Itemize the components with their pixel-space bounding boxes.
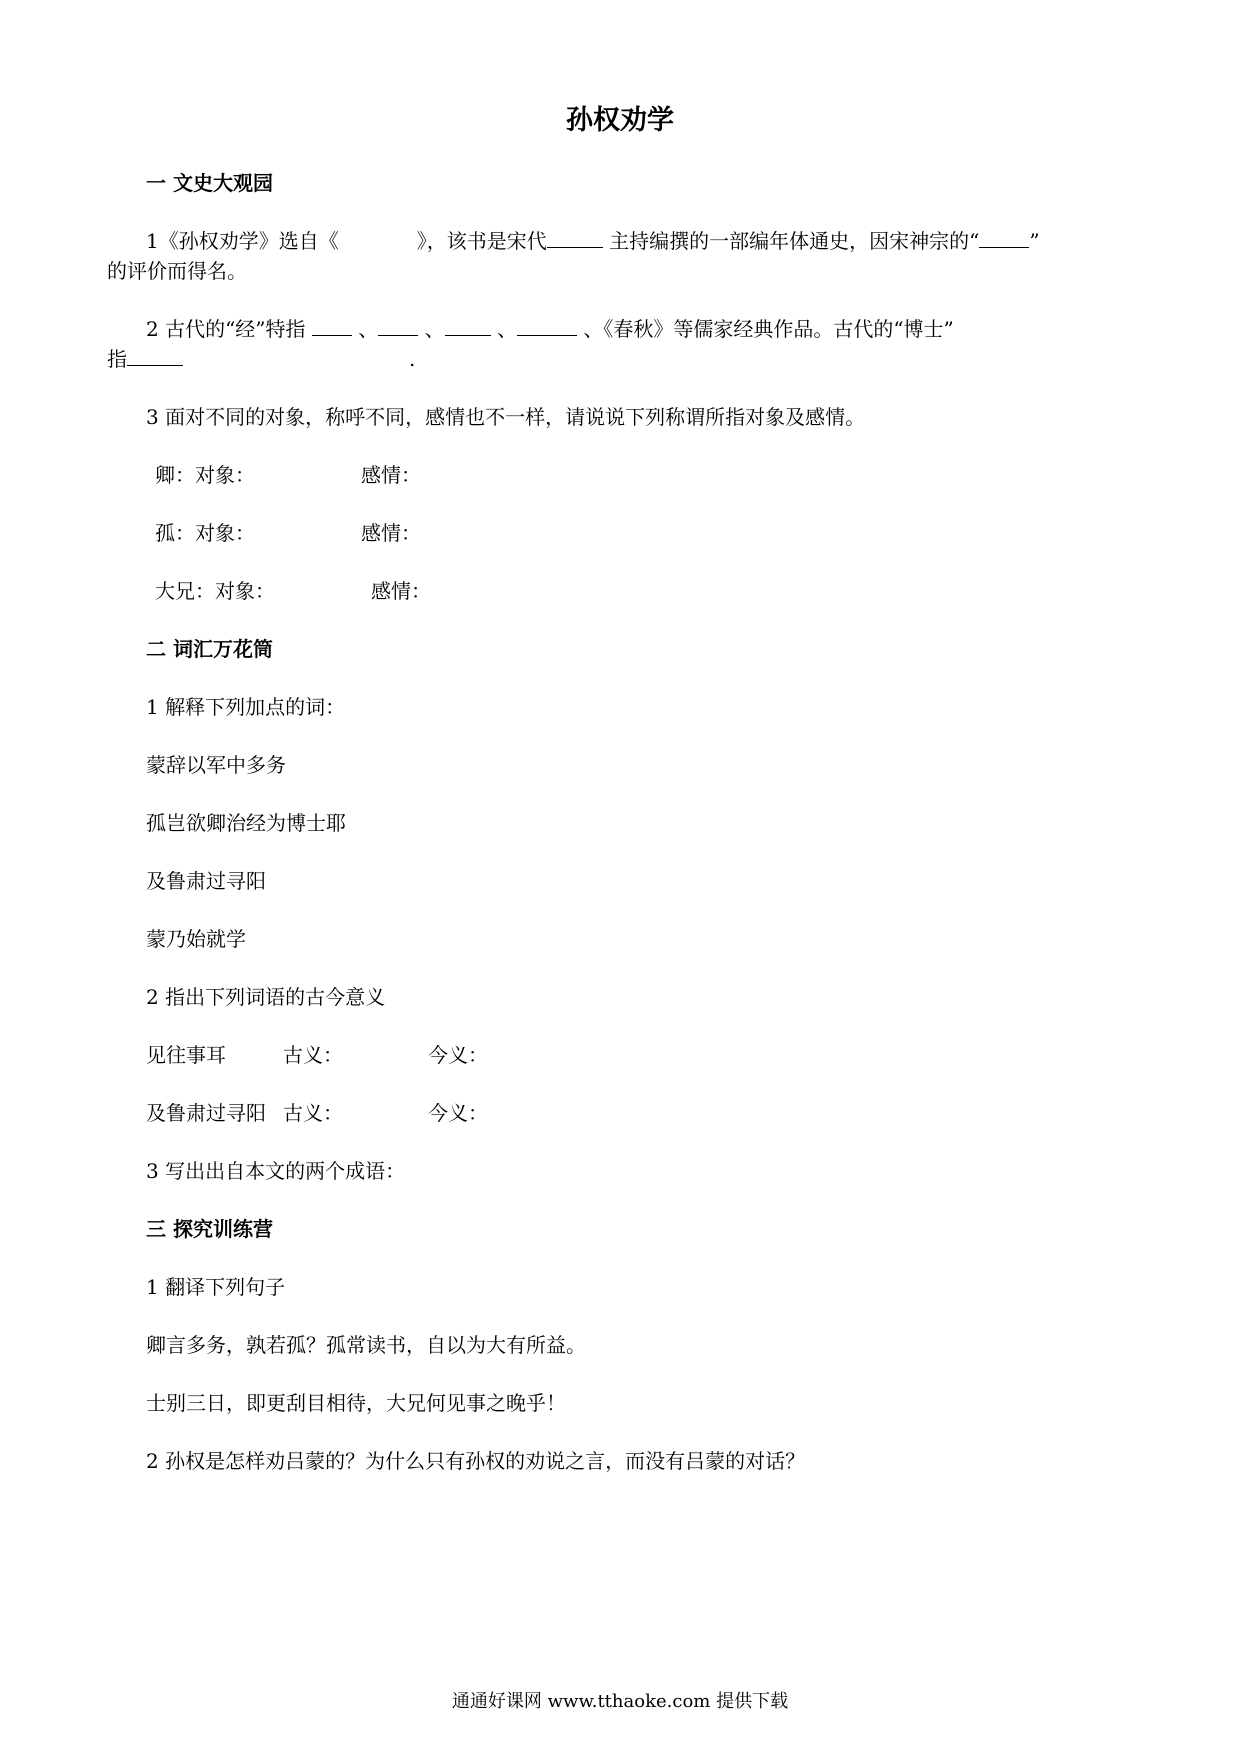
- address-term-2: 孤：对象：: [155, 521, 255, 545]
- answer-blank[interactable]: [517, 317, 577, 336]
- section-heading-2: 二 词汇万花筒: [146, 637, 273, 661]
- question-2-1: 1 解释下列加点的词：: [146, 695, 346, 719]
- modern-meaning-label: 今义：: [428, 1101, 488, 1125]
- answer-blank[interactable]: [378, 317, 418, 336]
- page-title: 孙权劝学: [566, 105, 674, 136]
- sentence-item: 士别三日，即更刮目相待，大兄何见事之晚乎！: [146, 1391, 566, 1415]
- question-text: ”: [1029, 229, 1040, 253]
- answer-blank[interactable]: [979, 229, 1029, 248]
- phrase-item: 蒙辞以军中多务: [146, 753, 286, 777]
- ancient-meaning-label: 古义：: [283, 1101, 343, 1125]
- phrase-item: 孤岂欲卿治经为博士耶: [146, 811, 346, 835]
- question-text: 指: [107, 347, 127, 371]
- question-1-1-cont: 的评价而得名。: [107, 259, 247, 283]
- address-term-3: 大兄：对象：: [155, 579, 275, 603]
- address-term-1: 卿：对象：: [155, 463, 255, 487]
- ancient-meaning-label: 古义：: [283, 1043, 343, 1067]
- address-emotion-2: 感情：: [361, 521, 421, 545]
- phrase-item: 蒙乃始就学: [146, 927, 246, 951]
- question-text: 、《春秋》等儒家经典作品。古代的“博士”: [576, 317, 954, 341]
- section-heading-3: 三 探究训练营: [146, 1217, 273, 1241]
- word-item: 及鲁肃过寻阳: [146, 1101, 266, 1125]
- answer-blank[interactable]: [127, 347, 183, 366]
- question-text: 主持编撰的一部编年体通史，因宋神宗的“: [602, 229, 980, 253]
- answer-blank[interactable]: [312, 317, 352, 336]
- word-item: 见往事耳: [146, 1043, 226, 1067]
- address-emotion-1: 感情：: [361, 463, 421, 487]
- question-1-2-cont: [107, 346, 415, 372]
- question-text: 》，该书是宋代: [416, 229, 547, 253]
- sentence-item: 卿言多务，孰若孤？孤常读书，自以为大有所益。: [146, 1333, 586, 1357]
- question-2-2: 2 指出下列词语的古今意义: [146, 985, 386, 1009]
- section-heading-1: 一 文史大观园: [146, 171, 273, 195]
- modern-meaning-label: 今义：: [428, 1043, 488, 1067]
- question-3-1: 1 翻译下列句子: [146, 1275, 286, 1299]
- question-text: 、: [490, 317, 517, 341]
- question-1-1: [146, 228, 1040, 254]
- phrase-item: 及鲁肃过寻阳: [146, 869, 266, 893]
- address-emotion-3: 感情：: [371, 579, 431, 603]
- question-1-3: 3 面对不同的对象，称呼不同，感情也不一样，请说说下列称谓所指对象及感情。: [146, 405, 866, 429]
- question-text: 、: [351, 317, 379, 341]
- answer-blank[interactable]: [445, 317, 491, 336]
- question-text: 、: [418, 317, 445, 341]
- page-footer: 通通好课网 www.tthaoke.com 提供下载: [451, 1691, 789, 1712]
- question-2-3: 3 写出出自本文的两个成语：: [146, 1159, 406, 1183]
- question-text: 2 古代的“经”特指: [146, 317, 312, 341]
- question-text: 1《孙权劝学》选自《: [146, 229, 339, 253]
- question-3-2: 2 孙权是怎样劝吕蒙的？为什么只有孙权的劝说之言，而没有吕蒙的对话？: [146, 1449, 806, 1473]
- question-1-2: [146, 316, 954, 342]
- question-text: .: [409, 347, 416, 371]
- answer-blank[interactable]: [547, 229, 603, 248]
